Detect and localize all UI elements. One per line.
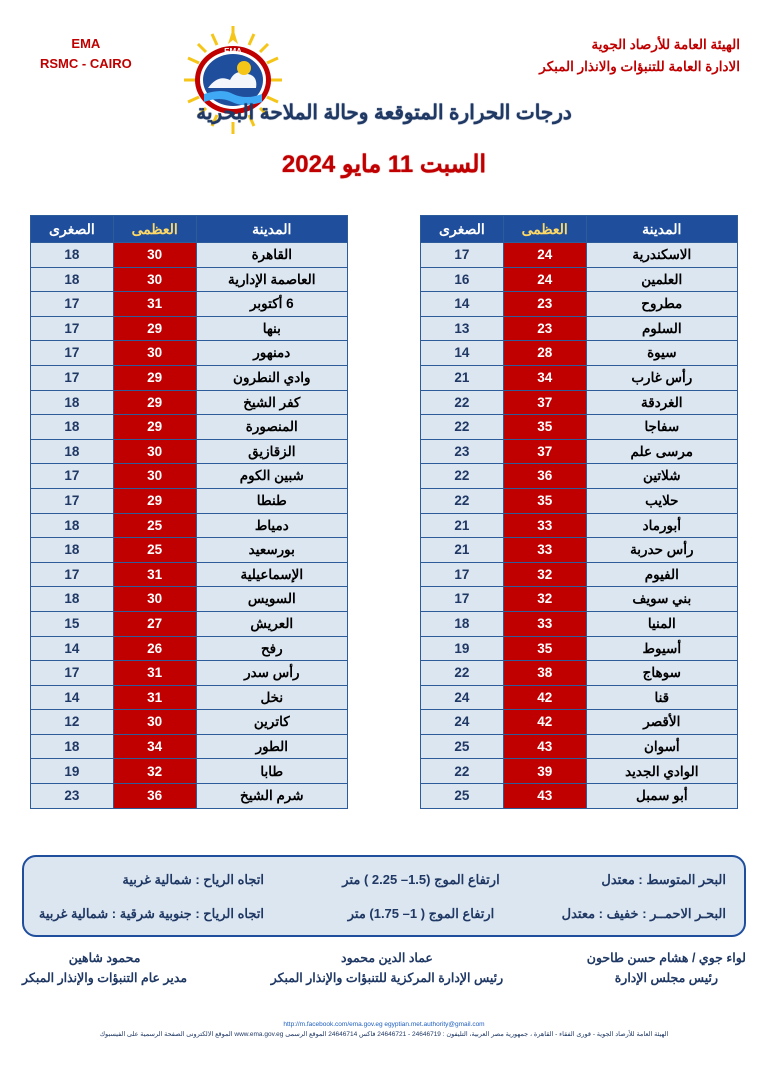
cell-city: الطور [196,734,347,759]
cell-max-temp: 37 [503,439,586,464]
cell-min-temp: 22 [421,390,504,415]
table-row [421,636,738,661]
sea-row [34,897,734,931]
temperature-table-left [420,215,738,809]
cell-max-temp: 29 [113,488,196,513]
cell-min-temp: 17 [31,341,114,366]
table-row [31,587,348,612]
cell-min-temp: 14 [31,685,114,710]
table-row [31,292,348,317]
cell-city: رأس سدر [196,661,347,686]
cell-min-temp: 14 [31,636,114,661]
cell-min-temp: 13 [421,316,504,341]
cell-max-temp: 29 [113,390,196,415]
table-row [421,292,738,317]
cell-city: الفيوم [586,562,737,587]
organization-name [539,34,740,77]
cell-max-temp: 31 [113,292,196,317]
cell-max-temp: 26 [113,636,196,661]
table-row [421,316,738,341]
table-row [421,464,738,489]
svg-text:EMA: EMA [224,47,242,56]
cell-min-temp: 18 [421,611,504,636]
sea-wave-mediterranean: ارتفاع الموج (1.5– 2.25 ) متر [342,872,500,887]
cell-min-temp: 17 [31,464,114,489]
cell-max-temp: 30 [113,710,196,735]
signature-2 [271,948,503,988]
cell-max-temp: 25 [113,538,196,563]
cell-min-temp: 17 [31,488,114,513]
cell-min-temp: 22 [421,759,504,784]
table-row [31,365,348,390]
cell-min-temp: 14 [421,341,504,366]
sea-conditions-panel [22,855,746,937]
signature-3 [587,948,746,988]
cell-min-temp: 17 [31,562,114,587]
cell-city: بنها [196,316,347,341]
cell-city: رفح [196,636,347,661]
col-header-min: الصغرى [31,216,114,243]
cell-city: رأس غارب [586,365,737,390]
cell-max-temp: 36 [113,784,196,809]
cell-min-temp: 12 [31,710,114,735]
cell-city: دمنهور [196,341,347,366]
signature-3-title: رئيس مجلس الإدارة [614,971,718,985]
sea-wind-mediterranean: اتجاه الرياح : شمالية غربية [122,872,264,887]
ema-line-1: EMA [71,36,101,51]
table-row [31,390,348,415]
cell-min-temp: 18 [31,243,114,268]
temperature-table-right [30,215,348,809]
cell-max-temp: 33 [503,611,586,636]
table-row [421,562,738,587]
cell-city: دمياط [196,513,347,538]
table-row [31,685,348,710]
col-header-max: العظمى [113,216,196,243]
table-row [31,611,348,636]
cell-min-temp: 14 [421,292,504,317]
bulletin-date: السبت 11 مايو 2024 [281,151,487,178]
cell-city: بورسعيد [196,538,347,563]
cell-city: المنصورة [196,415,347,440]
cell-city: الاسكندرية [586,243,737,268]
cell-max-temp: 35 [503,636,586,661]
table-row [421,538,738,563]
cell-city: مرسى علم [586,439,737,464]
table-row [31,439,348,464]
signature-1-title: مدير عام التنبؤات والإنذار المبكر [22,971,188,985]
cell-max-temp: 28 [503,341,586,366]
cell-city: كاترين [196,710,347,735]
cell-city: أبورماد [586,513,737,538]
footer-links[interactable]: http://m.facebook.com/ema.gov.eg egyptian.met.authority@gmail.com [283,1021,485,1028]
cell-city: نخل [196,685,347,710]
table-row [421,439,738,464]
cell-max-temp: 27 [113,611,196,636]
col-header-min: الصغرى [421,216,504,243]
cell-city: طابا [196,759,347,784]
table-row [421,513,738,538]
cell-city: أبو سمبل [586,784,737,809]
cell-max-temp: 42 [503,685,586,710]
cell-city: مطروح [586,292,737,317]
cell-city: بني سويف [586,587,737,612]
ema-identifier [40,34,132,73]
cell-min-temp: 19 [31,759,114,784]
sea-name-red-sea: البحـر الاحمــر : خفيف : معتدل [561,906,726,921]
cell-city: شلاتين [586,464,737,489]
page-footer [0,1020,768,1041]
table-row [421,710,738,735]
table-row [31,341,348,366]
cell-min-temp: 16 [421,267,504,292]
cell-min-temp: 17 [421,243,504,268]
cell-max-temp: 32 [503,562,586,587]
signature-2-title: رئيس الإدارة المركزية للتنبؤات والإنذار المبكر [270,971,504,985]
cell-city: الأقصر [586,710,737,735]
cell-min-temp: 18 [31,513,114,538]
cell-city: حلايب [586,488,737,513]
cell-city: سوهاج [586,661,737,686]
cell-min-temp: 17 [31,316,114,341]
cell-min-temp: 21 [421,365,504,390]
cell-min-temp: 18 [31,439,114,464]
cell-max-temp: 34 [113,734,196,759]
cell-max-temp: 39 [503,759,586,784]
cell-max-temp: 34 [503,365,586,390]
table-row [421,488,738,513]
cell-city: السويس [196,587,347,612]
cell-min-temp: 19 [421,636,504,661]
cell-min-temp: 18 [31,267,114,292]
cell-max-temp: 30 [113,243,196,268]
table-row [31,464,348,489]
cell-min-temp: 22 [421,488,504,513]
cell-city: طنطا [196,488,347,513]
cell-city: الوادي الجديد [586,759,737,784]
table-row [31,415,348,440]
cell-city: العريش [196,611,347,636]
cell-max-temp: 35 [503,415,586,440]
cell-max-temp: 30 [113,439,196,464]
cell-min-temp: 24 [421,685,504,710]
table-row [421,243,738,268]
signature-1-name: محمود شاهين [68,951,141,965]
cell-max-temp: 42 [503,710,586,735]
cell-max-temp: 24 [503,243,586,268]
table-row [421,267,738,292]
cell-min-temp: 22 [421,661,504,686]
cell-max-temp: 43 [503,734,586,759]
cell-min-temp: 21 [421,513,504,538]
table-row [31,538,348,563]
table-header-row [421,216,738,243]
table-row [421,390,738,415]
cell-max-temp: 29 [113,415,196,440]
table-row [31,488,348,513]
col-header-city: المدينة [196,216,347,243]
table-row [421,415,738,440]
cell-max-temp: 25 [113,513,196,538]
table-header-row [31,216,348,243]
table-row [31,513,348,538]
cell-city: الزقازيق [196,439,347,464]
signature-3-name: لواء جوي / هشام حسن طاحون [586,951,746,965]
cell-min-temp: 18 [31,734,114,759]
cell-city: رأس حدربة [586,538,737,563]
table-row [421,587,738,612]
cell-min-temp: 18 [31,587,114,612]
cell-min-temp: 24 [421,710,504,735]
cell-city: المنيا [586,611,737,636]
org-line-1: الهيئة العامة للأرصاد الجوية [591,37,740,52]
cell-max-temp: 31 [113,661,196,686]
table-row [31,243,348,268]
table-row [421,784,738,809]
cell-max-temp: 38 [503,661,586,686]
table-row [421,365,738,390]
sea-wave-red-sea: ارتفاع الموج ( 1– 1.75) متر [347,906,495,921]
cell-city: سيوة [586,341,737,366]
cell-min-temp: 25 [421,734,504,759]
signature-1 [22,948,187,988]
footer-contact: الهيئة العامة للأرصاد الجوية - قورى الفقاء - القاهرة ، جمهورية مصر العربية، التليفون : 24646719 - 24646721 فاكس 24646714 الموقع الرسمى www.ema.gov.eg الموقع الالكترونى الصفحة الرسمية على الفيسبوك [99,1031,669,1039]
cell-city: وادي النطرون [196,365,347,390]
cell-min-temp: 17 [31,661,114,686]
table-row [421,611,738,636]
signatures [22,948,746,988]
cell-city: شرم الشيخ [196,784,347,809]
cell-max-temp: 33 [503,538,586,563]
page-header [0,0,768,178]
cell-max-temp: 23 [503,316,586,341]
cell-city: كفر الشيخ [196,390,347,415]
cell-max-temp: 33 [503,513,586,538]
cell-min-temp: 23 [421,439,504,464]
cell-min-temp: 17 [421,562,504,587]
signature-2-name: عماد الدين محمود [341,951,433,965]
col-header-max: العظمى [503,216,586,243]
cell-max-temp: 24 [503,267,586,292]
cell-city: سفاجا [586,415,737,440]
cell-min-temp: 25 [421,784,504,809]
page-title: درجات الحرارة المتوقعة وحالة الملاحة البحرية [196,102,572,124]
cell-max-temp: 30 [113,587,196,612]
cell-city: أسوان [586,734,737,759]
sea-wind-red-sea: اتجاه الرياح : جنوبية شرقية : شمالية غربية [38,906,264,921]
table-row [31,784,348,809]
cell-city: العلمين [586,267,737,292]
cell-max-temp: 31 [113,685,196,710]
cell-city: قنا [586,685,737,710]
cell-min-temp: 22 [421,415,504,440]
cell-max-temp: 32 [113,759,196,784]
table-row [421,685,738,710]
cell-city: شبين الكوم [196,464,347,489]
cell-min-temp: 17 [421,587,504,612]
cell-max-temp: 29 [113,316,196,341]
table-row [421,759,738,784]
sea-name-mediterranean: البحر المتوسط : معتدل [601,872,726,887]
cell-min-temp: 15 [31,611,114,636]
table-row [31,316,348,341]
table-row [421,734,738,759]
table-row [31,636,348,661]
col-header-city: المدينة [586,216,737,243]
cell-max-temp: 43 [503,784,586,809]
org-line-2: الادارة العامة للتنبؤات والانذار المبكر [539,58,740,74]
sea-row [34,863,734,897]
cell-min-temp: 18 [31,390,114,415]
cell-city: الإسماعيلية [196,562,347,587]
table-row [31,734,348,759]
temperature-tables [0,215,768,809]
cell-min-temp: 23 [31,784,114,809]
cell-max-temp: 23 [503,292,586,317]
cell-max-temp: 30 [113,341,196,366]
cell-min-temp: 17 [31,365,114,390]
table-row [31,710,348,735]
cell-city: القاهرة [196,243,347,268]
cell-max-temp: 30 [113,464,196,489]
cell-city: السلوم [586,316,737,341]
cell-min-temp: 18 [31,415,114,440]
cell-max-temp: 31 [113,562,196,587]
cell-max-temp: 36 [503,464,586,489]
cell-city: الغردقة [586,390,737,415]
table-row [31,267,348,292]
table-row [31,661,348,686]
cell-max-temp: 35 [503,488,586,513]
cell-city: العاصمة الإدارية [196,267,347,292]
table-row [31,759,348,784]
cell-min-temp: 17 [31,292,114,317]
cell-min-temp: 18 [31,538,114,563]
ema-line-2: RSMC - CAIRO [40,55,132,71]
table-row [421,661,738,686]
table-row [421,341,738,366]
cell-max-temp: 29 [113,365,196,390]
cell-city: أسيوط [586,636,737,661]
cell-min-temp: 21 [421,538,504,563]
cell-city: 6 أكتوبر [196,292,347,317]
cell-max-temp: 32 [503,587,586,612]
cell-max-temp: 37 [503,390,586,415]
cell-max-temp: 30 [113,267,196,292]
cell-min-temp: 22 [421,464,504,489]
table-row [31,562,348,587]
